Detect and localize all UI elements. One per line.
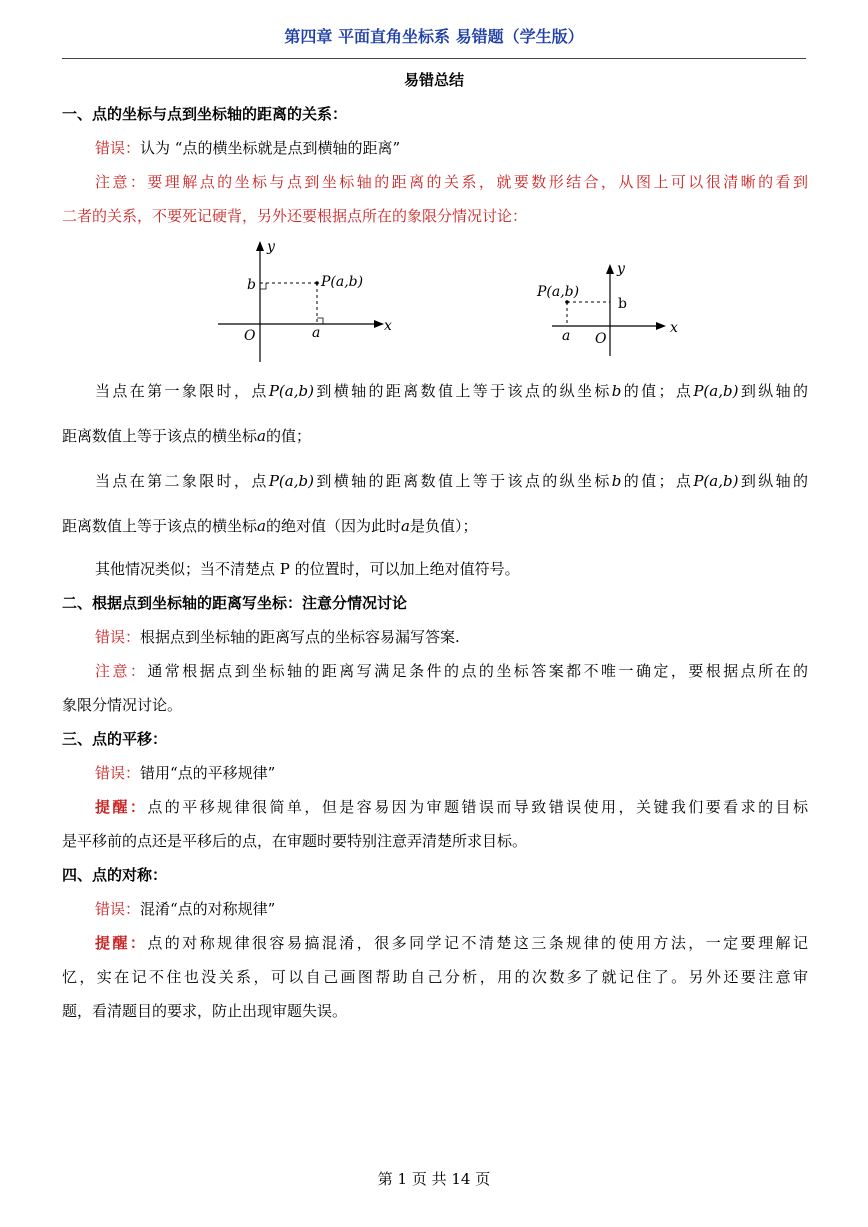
para2-line1 [95,471,808,491]
section4-remind-line1 [95,933,808,953]
text: 当点在第二象限时，点 [95,472,269,490]
para3: 其他情况类似；当不清楚点 P 的位置时，可以加上绝对值符号。 [95,560,520,578]
b-label: b [247,277,256,293]
section3-error [95,763,808,783]
para1-line1 [95,381,808,401]
note-text: 通常根据点到坐标轴的距离写满足条件的点的坐标答案都不唯一确定，要根据点所在的 [147,662,808,680]
text: 距离数值上等于该点的横坐标 [62,427,258,445]
remind-text: 点的对称规律很容易搞混淆，很多同学记不清楚这三条规律的使用方法，一定要理解记 [147,934,808,952]
point-p-label: P(a,b) [321,274,364,290]
quadrant1-figure [210,235,410,365]
math: a [400,517,410,535]
error-text: 混淆“点的对称规律” [140,900,276,918]
x-axis-arrow [374,320,384,328]
section4-remind-line3: 题，看清题目的要求，防止出现审题失误。 [62,1002,348,1020]
b-label: b [618,296,627,312]
section1-note-line2: 二者的关系，不要死记硬背，另外还要根据点所在的象限分情况讨论： [62,207,528,225]
right-angle-mark [260,283,266,289]
section1-heading: 一、点的坐标与点到坐标轴的距离的关系： [62,105,348,123]
summary-title: 易错总结 [403,71,464,89]
a-label: a [312,325,321,341]
section3-remind-line1 [95,797,808,817]
section1-note-line1: 注意：要理解点的坐标与点到坐标轴的距离的关系，就要数形结合，从图上可以很清晰的看到 [95,173,808,191]
y-label: y [267,239,275,255]
x-label: x [384,318,392,334]
section4-remind-line2: 忆，实在记不住也没关系，可以自己画图帮助自己分析，用的次数多了就记住了。另外还要注意审 [62,968,808,986]
error-text: 认为 “点的横坐标就是点到横轴的距离” [140,139,401,157]
header-title: 第四章 平面直角坐标系 易错题（学生版） [284,27,584,46]
math: P(a,b) [693,472,739,490]
a-label: a [562,328,571,344]
point-p [315,281,319,285]
text: 到纵轴的 [738,382,808,400]
math: b [611,472,622,490]
math: P(a,b) [693,382,739,400]
text: 当点在第一象限时，点 [95,382,269,400]
section2-note-line1 [95,661,808,681]
error-label: 错误： [95,764,141,782]
error-label: 错误： [95,900,141,918]
para2-line2 [62,516,808,536]
text: 的值；点 [621,382,694,400]
x-axis-arrow [656,322,666,330]
y-label: y [617,261,625,277]
section3-heading: 三、点的平移： [62,730,168,748]
text: 到纵轴的 [738,472,808,490]
note-label: 注意： [95,662,148,680]
text: 到横轴的距离数值上等于该点的纵坐标 [313,382,612,400]
error-label: 错误： [95,139,141,157]
error-text: 根据点到坐标轴的距离写点的坐标容易漏写答案. [140,628,460,646]
error-label: 错误： [95,628,141,646]
text: 到横轴的距离数值上等于该点的纵坐标 [313,472,612,490]
math: a [257,517,266,535]
origin-label: O [595,331,607,347]
text: 距离数值上等于该点的横坐标 [62,517,258,535]
error-text: 错用“点的平移规律” [140,764,276,782]
section4-error [95,899,808,919]
math: P(a,b) [268,472,314,490]
para1-line2 [62,426,808,446]
point-p-label: P(a,b) [537,284,580,300]
remind-label: 提醒： [95,798,148,816]
text: 的绝对值（因为此时 [265,517,401,535]
math: P(a,b) [268,382,314,400]
text: 的值； [265,427,311,445]
page-footer: 第 1 页 共 14 页 [377,1170,491,1188]
section1-error [95,138,808,158]
text: 是负值）； [409,517,478,535]
point-p [565,300,569,304]
origin-label: O [244,328,256,344]
text: 的值；点 [621,472,694,490]
x-label: x [670,320,678,336]
remind-text: 点的平移规律很简单，但是容易因为审题错误而导致错误使用，关键我们要看求的目标 [147,798,808,816]
math: b [611,382,622,400]
math: a [257,427,266,445]
header-rule [62,58,806,59]
section4-heading: 四、点的对称： [62,866,168,884]
section3-remind-line2: 是平移前的点还是平移后的点，在审题时要特别注意弄清楚所求目标。 [62,832,528,850]
section2-heading: 二、根据点到坐标轴的距离写坐标：注意分情况讨论 [62,594,408,612]
section2-note-line2: 象限分情况讨论。 [62,696,183,714]
remind-label: 提醒： [95,934,148,952]
y-axis-arrow [606,264,614,274]
quadrant2-figure [530,258,700,358]
y-axis-arrow [256,241,264,251]
section2-error [95,627,808,647]
right-angle-mark [317,318,323,324]
